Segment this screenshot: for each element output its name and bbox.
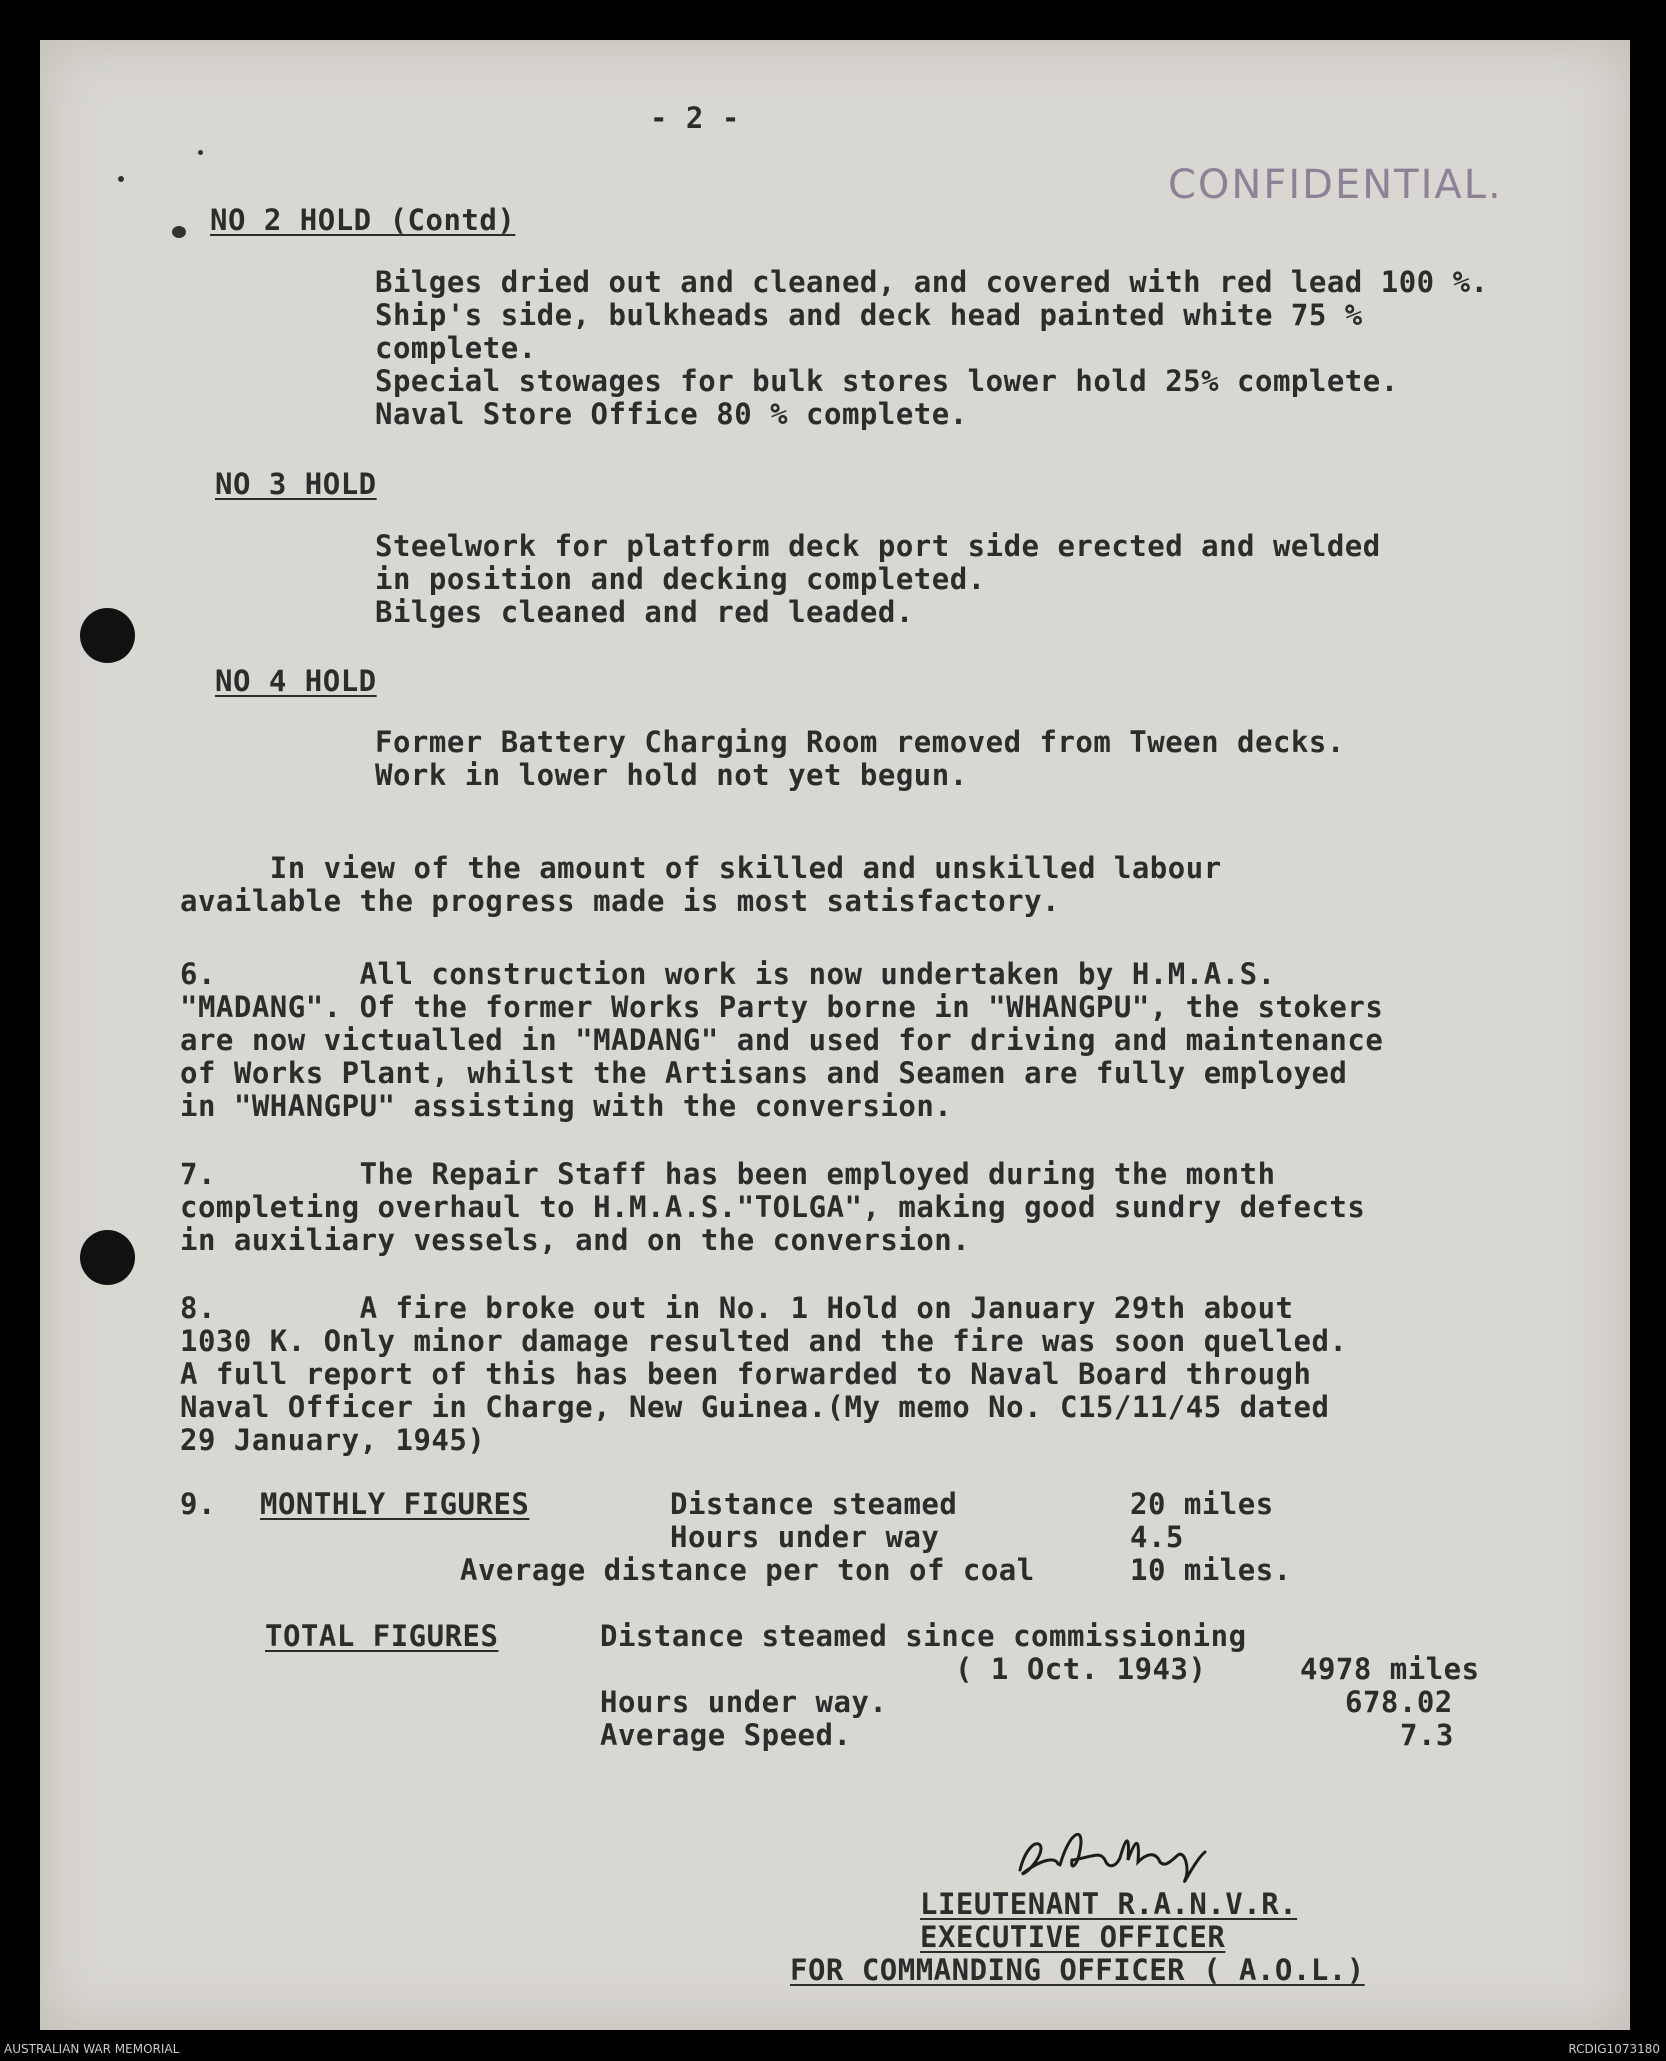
total-label: ( 1 Oct. 1943) xyxy=(955,1652,1207,1686)
para6-line: in "WHANGPU" assisting with the conversion. xyxy=(180,1089,953,1123)
confidential-stamp: CONFIDENTIAL. xyxy=(1168,162,1503,208)
total-label: Hours under way. xyxy=(600,1685,888,1719)
paper-speck xyxy=(198,150,203,155)
hold3-line: in position and decking completed. xyxy=(375,562,986,596)
hold3-line: Bilges cleaned and red leaded. xyxy=(375,595,914,629)
signature-rank: LIEUTENANT R.A.N.V.R. xyxy=(920,1887,1298,1921)
hold2-line: Special stowages for bulk stores lower hold 25% complete. xyxy=(375,364,1399,398)
punch-hole xyxy=(80,1230,135,1285)
hold4-line: Former Battery Charging Room removed from Tween decks. xyxy=(375,725,1345,759)
footer-right: RCDIG1073180 xyxy=(1568,2042,1660,2056)
total-value: 678.02 xyxy=(1345,1685,1453,1719)
total-value: 4978 miles xyxy=(1300,1652,1480,1686)
total-label: Distance steamed since commissioning xyxy=(600,1619,1247,1653)
paper-speck xyxy=(172,226,186,238)
monthly-label: Average distance per ton of coal xyxy=(460,1553,1035,1587)
monthly-label: Distance steamed xyxy=(670,1487,958,1521)
monthly-value: 20 miles xyxy=(1130,1487,1274,1521)
handwritten-signature xyxy=(1000,1810,1260,1890)
hold2-line: Bilges dried out and cleaned, and covered with red lead 100 %. xyxy=(375,265,1489,299)
monthly-value: 10 miles. xyxy=(1130,1553,1292,1587)
para8-line: 1030 K. Only minor damage resulted and the fire was soon quelled. xyxy=(180,1324,1348,1358)
hold2-line: complete. xyxy=(375,331,537,365)
para7-line: 7. The Repair Staff has been employed during the month xyxy=(180,1157,1276,1191)
punch-hole xyxy=(80,608,135,663)
para8-line: Naval Officer in Charge, New Guinea.(My memo No. C15/11/45 dated xyxy=(180,1390,1330,1424)
para6-line: "MADANG". Of the former Works Party borne in "WHANGPU", the stokers xyxy=(180,990,1384,1024)
summary-line: available the progress made is most satisfactory. xyxy=(180,884,1061,918)
monthly-label: Hours under way xyxy=(670,1520,940,1554)
hold2-heading: NO 2 HOLD (Contd) xyxy=(210,203,516,237)
page-number: - 2 - xyxy=(650,101,740,135)
para7-line: completing overhaul to H.M.A.S."TOLGA", making good sundry defects xyxy=(180,1190,1366,1224)
signature-for: FOR COMMANDING OFFICER ( A.O.L.) xyxy=(790,1953,1365,1987)
para8-line: A full report of this has been forwarded to Naval Board through xyxy=(180,1357,1312,1391)
monthly-number: 9. xyxy=(180,1487,216,1521)
footer-left: AUSTRALIAN WAR MEMORIAL xyxy=(4,2042,180,2056)
hold2-line: Naval Store Office 80 % complete. xyxy=(375,397,968,431)
hold2-line: Ship's side, bulkheads and deck head painted white 75 % xyxy=(375,298,1363,332)
hold3-heading: NO 3 HOLD xyxy=(215,467,377,501)
summary-line: In view of the amount of skilled and unskilled labour xyxy=(180,851,1222,885)
document-page xyxy=(40,40,1630,2030)
signature-title: EXECUTIVE OFFICER xyxy=(920,1920,1226,1954)
para8-line: 29 January, 1945) xyxy=(180,1423,486,1457)
para7-line: in auxiliary vessels, and on the conversion. xyxy=(180,1223,971,1257)
para8-line: 8. A fire broke out in No. 1 Hold on January 29th about xyxy=(180,1291,1294,1325)
para6-line: are now victualled in "MADANG" and used for driving and maintenance xyxy=(180,1023,1384,1057)
hold3-line: Steelwork for platform deck port side erected and welded xyxy=(375,529,1381,563)
paper-speck xyxy=(118,176,124,182)
total-heading: TOTAL FIGURES xyxy=(265,1619,499,1653)
total-label: Average Speed. xyxy=(600,1718,852,1752)
monthly-value: 4.5 xyxy=(1130,1520,1184,1554)
para6-line: of Works Plant, whilst the Artisans and Seamen are fully employed xyxy=(180,1056,1348,1090)
hold4-line: Work in lower hold not yet begun. xyxy=(375,758,968,792)
monthly-heading: MONTHLY FIGURES xyxy=(260,1487,530,1521)
total-value: 7.3 xyxy=(1400,1718,1454,1752)
para6-line: 6. All construction work is now undertaken by H.M.A.S. xyxy=(180,957,1276,991)
hold4-heading: NO 4 HOLD xyxy=(215,664,377,698)
